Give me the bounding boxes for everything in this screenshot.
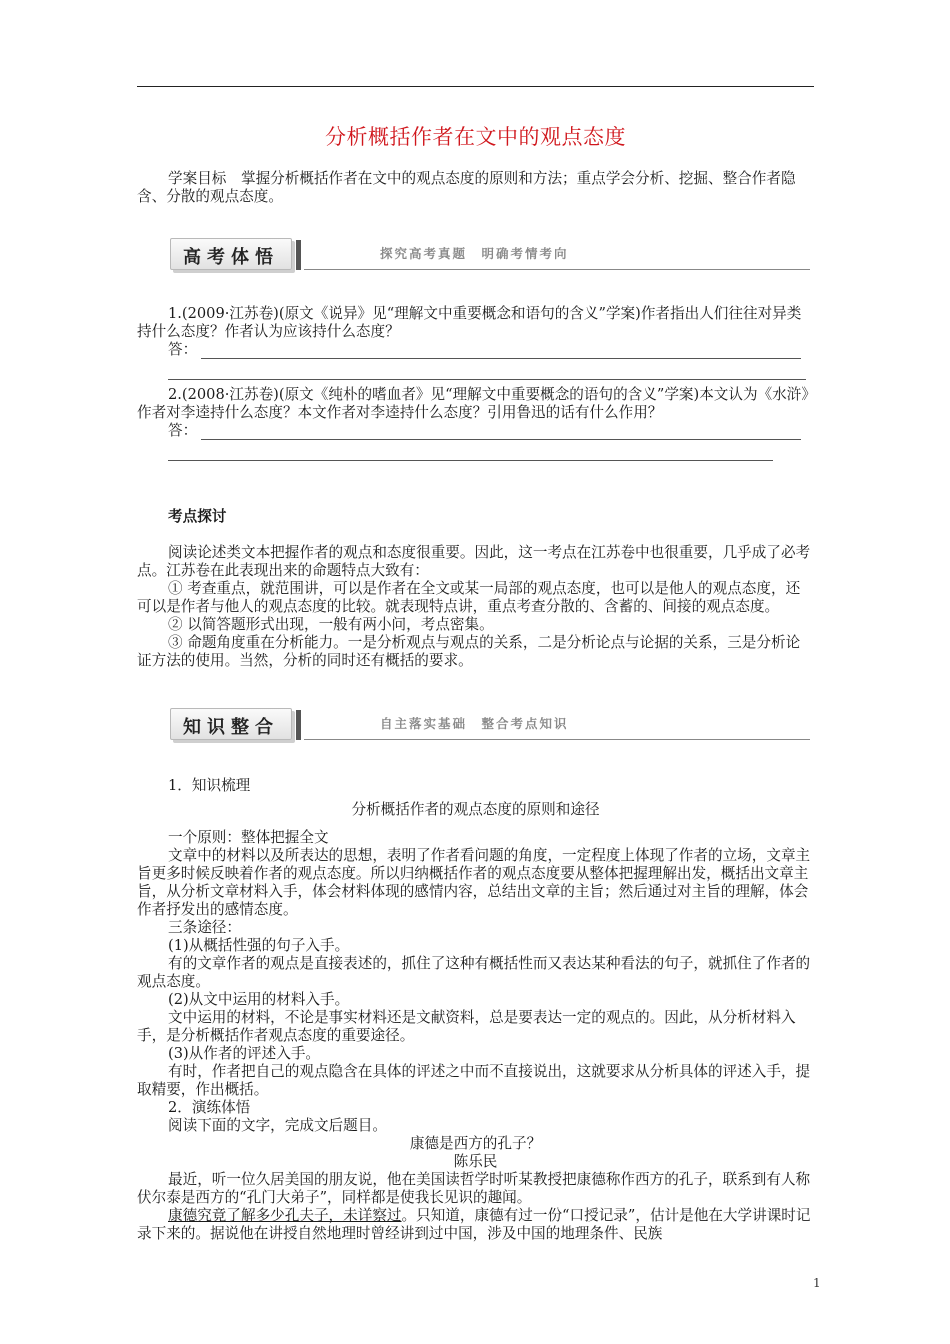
section-slogan: 探究高考真题 明确考情考向 [380, 246, 569, 261]
section-badge-label: 知识整合 [183, 717, 279, 738]
knowledge-item-1: 1．知识梳理 [168, 777, 251, 794]
kaodian-point-1: ① 考查重点，就范围讲，可以是作者在全文或某一局部的观点态度，也可以是他人的观点态度，还可以是作者与他人的观点态度的比较。就表现特点讲，重点考查分散的、含蓄的、间接的观点态度。 [137, 580, 801, 615]
way-2-heading: (2)从文中运用的材料入手。 [168, 991, 350, 1008]
knowledge-subtitle: 分析概括作者的观点态度的原则和途径 [351, 801, 600, 818]
article-paragraph [137, 1207, 814, 1243]
way-1-heading: (1)从概括性强的句子入手。 [168, 937, 350, 954]
section-banner-gaokao [170, 238, 810, 272]
question-1 [137, 305, 814, 380]
answer-label: 答： [168, 341, 198, 358]
principle-heading: 一个原则：整体把握全文 [168, 829, 329, 846]
page-number: 1 [813, 1276, 821, 1290]
principle-text: 文章中的材料以及所表达的思想，表明了作者看问题的角度，一定程度上体现了作者的立场，文章主旨更多时候反映着作者的观点态度。所以归纳概括作者的观点态度要从整体把握理解出发，概括出文章主旨，从分析文章材料入手，体会材料体现的感情内容，总结出文章的主旨；然后通过对主旨的理解，体会作者抒发出的感情态度。 [137, 847, 811, 918]
header-rule [137, 86, 814, 87]
question-2 [137, 386, 814, 461]
answer-blank-line[interactable] [201, 425, 801, 440]
question-2-text: 2.(2008·江苏卷)(原文《纯朴的嗜血者》见“理解文中重要概念的语句的含义”学案)本文认为《水浒》作者对李逵持什么态度？本文作者对李逵持什么态度？引用鲁迅的话有什么作用？ [137, 386, 809, 421]
page-title: 分析概括作者在文中的观点态度 [325, 125, 626, 149]
banner-rule [304, 269, 810, 270]
kaodian-point-2: ② 以简答题形式出现，一般有两小问，考点密集。 [168, 616, 494, 633]
ways-heading: 三条途径： [168, 919, 241, 936]
answer-blank-line[interactable] [168, 460, 773, 461]
kaodian-paragraph: 阅读论述类文本把握作者的观点和态度很重要。因此，这一考点在江苏卷中也很重要，几乎成了必考点。江苏卷在此表现出来的命题特点大致有： [137, 544, 811, 579]
kaodian-point-3: ③ 命题角度重在分析能力。一是分析观点与观点的关系，二是分析论点与论据的关系，三是分析论证方法的使用。当然，分析的同时还有概括的要求。 [137, 634, 801, 669]
article-title: 康德是西方的孔子？ [409, 1135, 542, 1152]
kaodian-section [137, 508, 814, 670]
knowledge-section [137, 777, 814, 1243]
knowledge-item-2: 2．演练体悟 [168, 1099, 251, 1116]
section-badge [170, 708, 292, 740]
question-1-text: 1.(2009·江苏卷)(原文《说异》见“理解文中重要概念和语句的含义”学案)作者指出人们往往对异类持什么态度？作者认为应该持什么态度？ [137, 305, 802, 340]
way-3-heading: (3)从作者的评述入手。 [168, 1045, 321, 1062]
banner-bar [296, 710, 301, 740]
banner-rule [304, 739, 810, 740]
answer-1 [137, 341, 814, 359]
exercise-instruction: 阅读下面的文字，完成文后题目。 [168, 1117, 387, 1134]
answer-blank-line[interactable] [168, 379, 806, 380]
section-slogan: 自主落实基础 整合考点知识 [380, 716, 569, 731]
article-author: 陈乐民 [453, 1153, 498, 1170]
underlined-sentence: 康德究竟了解多少孔夫子，未详察过 [168, 1207, 402, 1224]
section-badge-label: 高考体悟 [183, 247, 279, 268]
article-text: 。只知道，康德有过一份“口授记录”，估计是他在大学讲课时记录下来的。据说他在讲授自然地理时曾经讲到过中国，涉及中国的地理条件、民族 [137, 1207, 811, 1242]
answer-2 [137, 422, 814, 440]
section-banner-zhishi [170, 708, 810, 742]
answer-label: 答： [168, 422, 198, 439]
kaodian-heading: 考点探讨 [168, 508, 227, 525]
learning-goal [137, 170, 814, 206]
article-paragraph: 最近，听一位久居美国的朋友说，他在美国读哲学时听某教授把康德称作西方的孔子，联系到有人称伏尔泰是西方的“孔门大弟子”，同样都是使我长见识的趣闻。 [137, 1171, 811, 1206]
section-badge [170, 238, 292, 270]
way-1-text: 有的文章作者的观点是直接表述的，抓住了这种有概括性而又表达某种看法的句子，就抓住了作者的观点态度。 [137, 955, 811, 990]
answer-blank-line[interactable] [201, 344, 801, 359]
goal-text: 学案目标 掌握分析概括作者在文中的观点态度的原则和方法；重点学会分析、挖掘、整合作者隐含、分散的观点态度。 [137, 170, 796, 205]
way-2-text: 文中运用的材料，不论是事实材料还是文献资料，总是要表达一定的观点的。因此，从分析材料入手，是分析概括作者观点态度的重要途径。 [137, 1009, 796, 1044]
banner-bar [296, 240, 301, 270]
way-3-text: 有时，作者把自己的观点隐含在具体的评述之中而不直接说出，这就要求从分析具体的评述入手，提取精要，作出概括。 [137, 1063, 811, 1098]
